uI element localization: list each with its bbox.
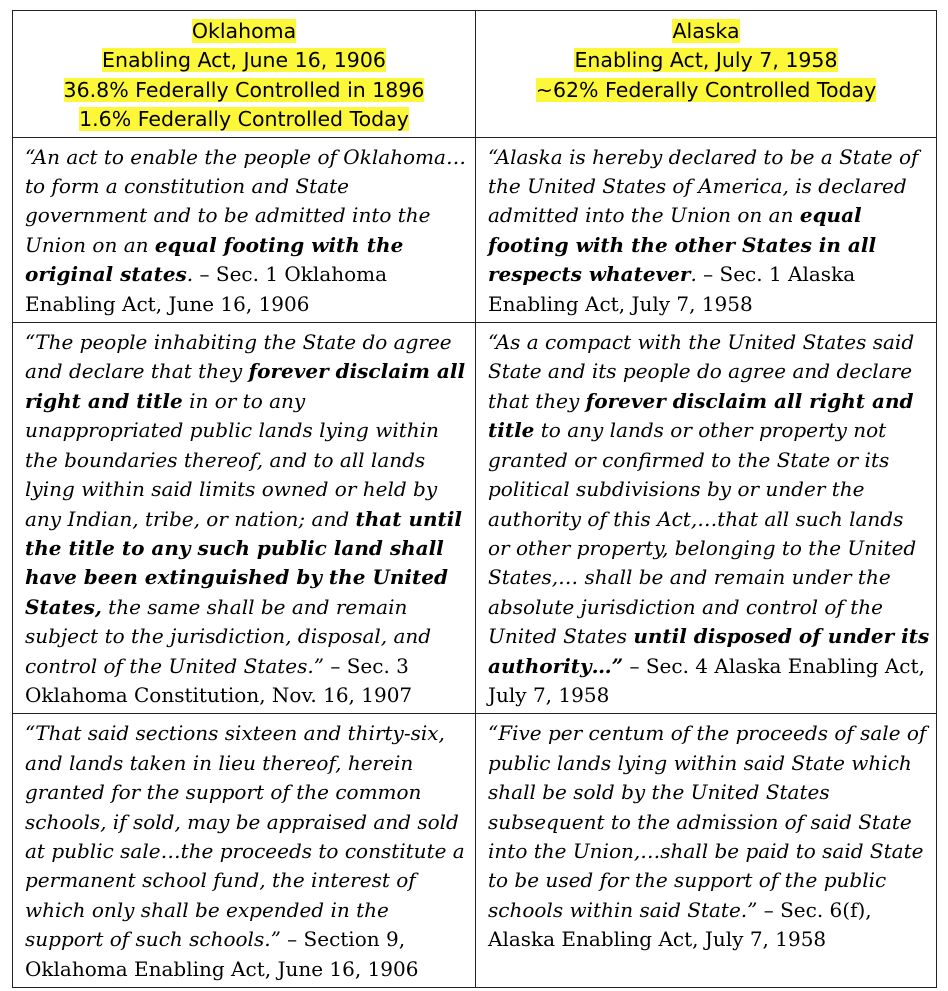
- citation: – Sec. 4 Alaska Enabling Act, July 7, 1958: [488, 653, 925, 707]
- federal-control-1896: 36.8% Federally Controlled in 1896: [63, 77, 425, 102]
- quote-emphasis: equal footing with the other States in all respects whatever: [488, 203, 877, 287]
- quote-emphasis: forever disclaim all right and title: [25, 359, 466, 413]
- state-name: Oklahoma: [191, 19, 297, 43]
- quote-text: “Alaska is hereby declared to be a State of the United States of America, is declared admitted into the Union on an: [488, 144, 919, 228]
- quote-text: “As a compact with the United States said State and its people do agree and declare that they: [488, 330, 915, 413]
- quote-text: “The people inhabiting the State do agree and declare that they: [25, 330, 452, 384]
- quote-text: .: [186, 262, 194, 287]
- federal-control-today: 1.6% Federally Controlled Today: [79, 107, 409, 132]
- citation: – Sec. 1 Alaska Enabling Act, July 7, 1958: [488, 262, 856, 316]
- oklahoma-cell: [13, 714, 476, 988]
- alaska-cell: [476, 714, 937, 988]
- oklahoma-cell: [13, 137, 476, 322]
- quote-text: “That said sections sixteen and thirty-six, and lands taken in lieu thereof, herein granted for the support of the common schools, if sold, may be appraised and sold at public sale…the proceeds to constitute a permanent school fund, the interest of which only shall be expended in the support of such schools.”: [25, 721, 465, 952]
- citation: – Sec. 3 Oklahoma Constitution, Nov. 16, 1907: [25, 653, 413, 707]
- quote-text: the same shall be and remain subject to the jurisdiction, disposal, and control of the United States.”: [25, 594, 432, 678]
- quote-emphasis: that until the title to any such public land shall have been extinguished by the United States,: [25, 506, 462, 619]
- quote-text: to any lands or other property not granted or confirmed to the State or its political subdivisions by or under the authority of this Act,…that all such lands or other property, belonging to the United States,… shall be and remain under the absolute jurisdiction and control of the United States: [488, 418, 917, 649]
- quote-emphasis: equal footing with the original states: [25, 232, 404, 287]
- alaska-cell: [476, 137, 937, 322]
- header-row: [13, 11, 937, 138]
- state-name: Alaska: [672, 19, 740, 43]
- quote-emphasis: forever disclaim all right and title: [488, 388, 914, 443]
- table-row: [13, 714, 937, 988]
- quote-emphasis: until disposed of under its authority…”: [488, 624, 930, 678]
- header-alaska: [476, 11, 937, 138]
- enabling-act-date: Enabling Act, July 7, 1958: [574, 48, 838, 73]
- quote-text: .: [690, 262, 697, 287]
- citation: – Sec. 6(f), Alaska Enabling Act, July 7, 1958: [488, 897, 872, 952]
- table-row: [13, 323, 937, 714]
- enabling-act-date: Enabling Act, June 16, 1906: [102, 48, 386, 73]
- quote-text: in or to any unappropriated public lands lying within the boundaries thereof, and to all lands lying within said limits owned or held by any Indian, tribe, or nation; and: [25, 388, 439, 531]
- table-row: [13, 137, 937, 322]
- alaska-cell: [476, 323, 937, 714]
- comparison-table: [12, 10, 937, 988]
- quote-text: “An act to enable the people of Oklahoma… to form a constitution and State government and to be admitted into the Union on an: [25, 144, 466, 257]
- header-oklahoma: [13, 11, 476, 138]
- oklahoma-cell: [13, 323, 476, 714]
- citation: – Section 9, Oklahoma Enabling Act, June 16, 1906: [25, 927, 419, 981]
- citation: – Sec. 1 Oklahoma Enabling Act, June 16, 1906: [25, 262, 388, 316]
- federal-control-today: ~62% Federally Controlled Today: [535, 77, 877, 102]
- quote-text: “Five per centum of the proceeds of sale of public lands lying within said State which shall be sold by the United States subsequent to the admission of said State into the Union,…shall be paid to said State to be used for the support of the public schools within said State.”: [488, 721, 927, 922]
